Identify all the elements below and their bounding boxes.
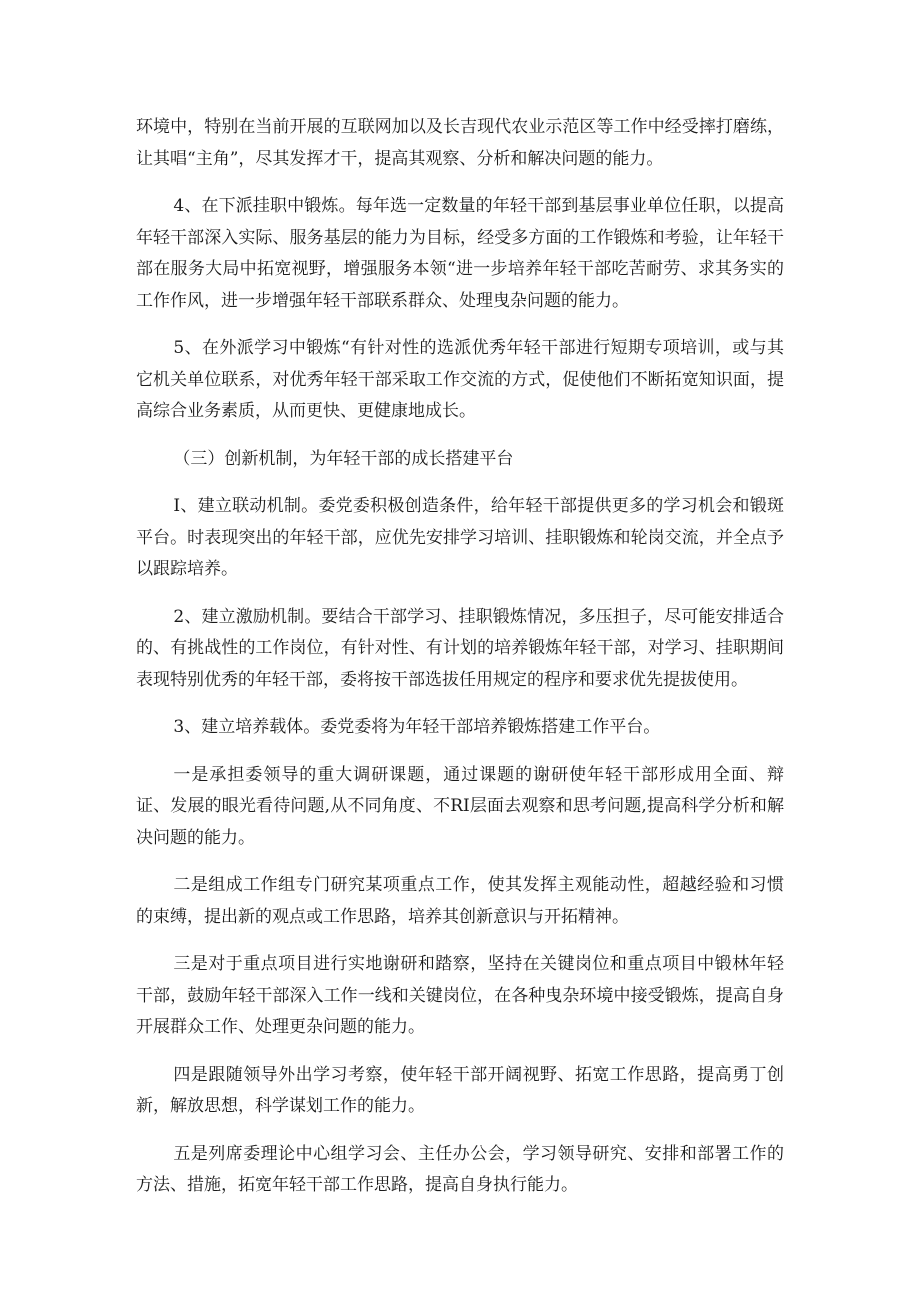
section-heading: （三）创新机制，为年轻干部的成长搭建平台: [173, 448, 514, 469]
paragraph-6: 2、建立激励机制。要结合干部学习、挂职锻炼情况，多压担子，尽可能安排适合的、有挑战性的工作岗位，有针对性、有计划的培养锻炼年轻干部，对学习、挂职期间表现特别优秀的年轻干部，委将按干部选拔任用规定的程序和要求优先提拔使用。: [136, 606, 784, 690]
document-body: [136, 112, 784, 1218]
paragraph-8: 一是承担委领导的重大调研课题，通过课题的谢研使年轻干部形成用全面、辩证、发展的眼光看待问题,从不同角度、不RI层面去观察和思考问题,提高科学分析和解决问题的能力。: [136, 764, 784, 848]
paragraph-2: 4、在下派挂职中锻炼。每年选一定数量的年轻干部到基层事业单位任职，以提高年轻干部深入实际、服务基层的能力为目标，经受多方面的工作锻炼和考验，让年轻干部在服务大局中拓宽视野，增强服务本领“进一步培养年轻干部吃苦耐劳、求其务实的工作作风，进一步增强年轻干部联系群众、处理曳杂问题的能力。: [136, 196, 784, 311]
paragraph-3: 5、在外派学习中锻炼“有针对性的选派优秀年轻干部进行短期专项培训，或与其它机关单位联系，对优秀年轻干部采取工作交流的方式，促使他们不断拓宽知识面，提高综合业务素质，从而更快、更健康地成长。: [136, 338, 784, 421]
paragraph-10: 三是对于重点项目进行实地谢研和踏察，坚持在关键岗位和重点项目中锻林年轻干部，鼓励年轻干部深入工作一线和关键岗位，在各种曳杂环境中接受锻炼，提高自身开展群众工作、处理更杂问题的能力。: [136, 954, 784, 1037]
paragraph-7: 3、建立培养载体。委党委将为年轻干部培养锻炼搭建工作平台。: [173, 717, 661, 737]
paragraph-1: 环境中，特别在当前开展的互联网加以及长吉现代农业示范区等工作中经受摔打磨练，让其唱“主角”，尽其发挥才干，提高其观察、分析和解决问题的能力。: [136, 117, 784, 169]
paragraph-11: 四是跟随领导外出学习考察，使年轻干部开阔视野、拓宽工作思路，提高勇丁创新，解放思想，科学谋划工作的能力。: [136, 1064, 784, 1116]
paragraph-12: 五是列席委理论中心组学习会、主任办公会，学习领导研究、安排和部署工作的方法、措施，拓宽年轻干部工作思路，提高自身执行能力。: [136, 1143, 784, 1195]
paragraph-5: I、建立联动机制。委党委积极创造条件，给年轻干部提供更多的学习机会和锻斑平台。时表现突出的年轻干部，应优先安排学习培训、挂职锻炼和轮岗交流，并全点予以跟踪培养。: [136, 496, 784, 579]
paragraph-9: 二是组成工作组专门研究某项重点工作，使其发挥主观能动性，超越经验和习惯的束缚，提出新的观点或工作思路，培养其创新意识与开拓精神。: [136, 875, 784, 927]
